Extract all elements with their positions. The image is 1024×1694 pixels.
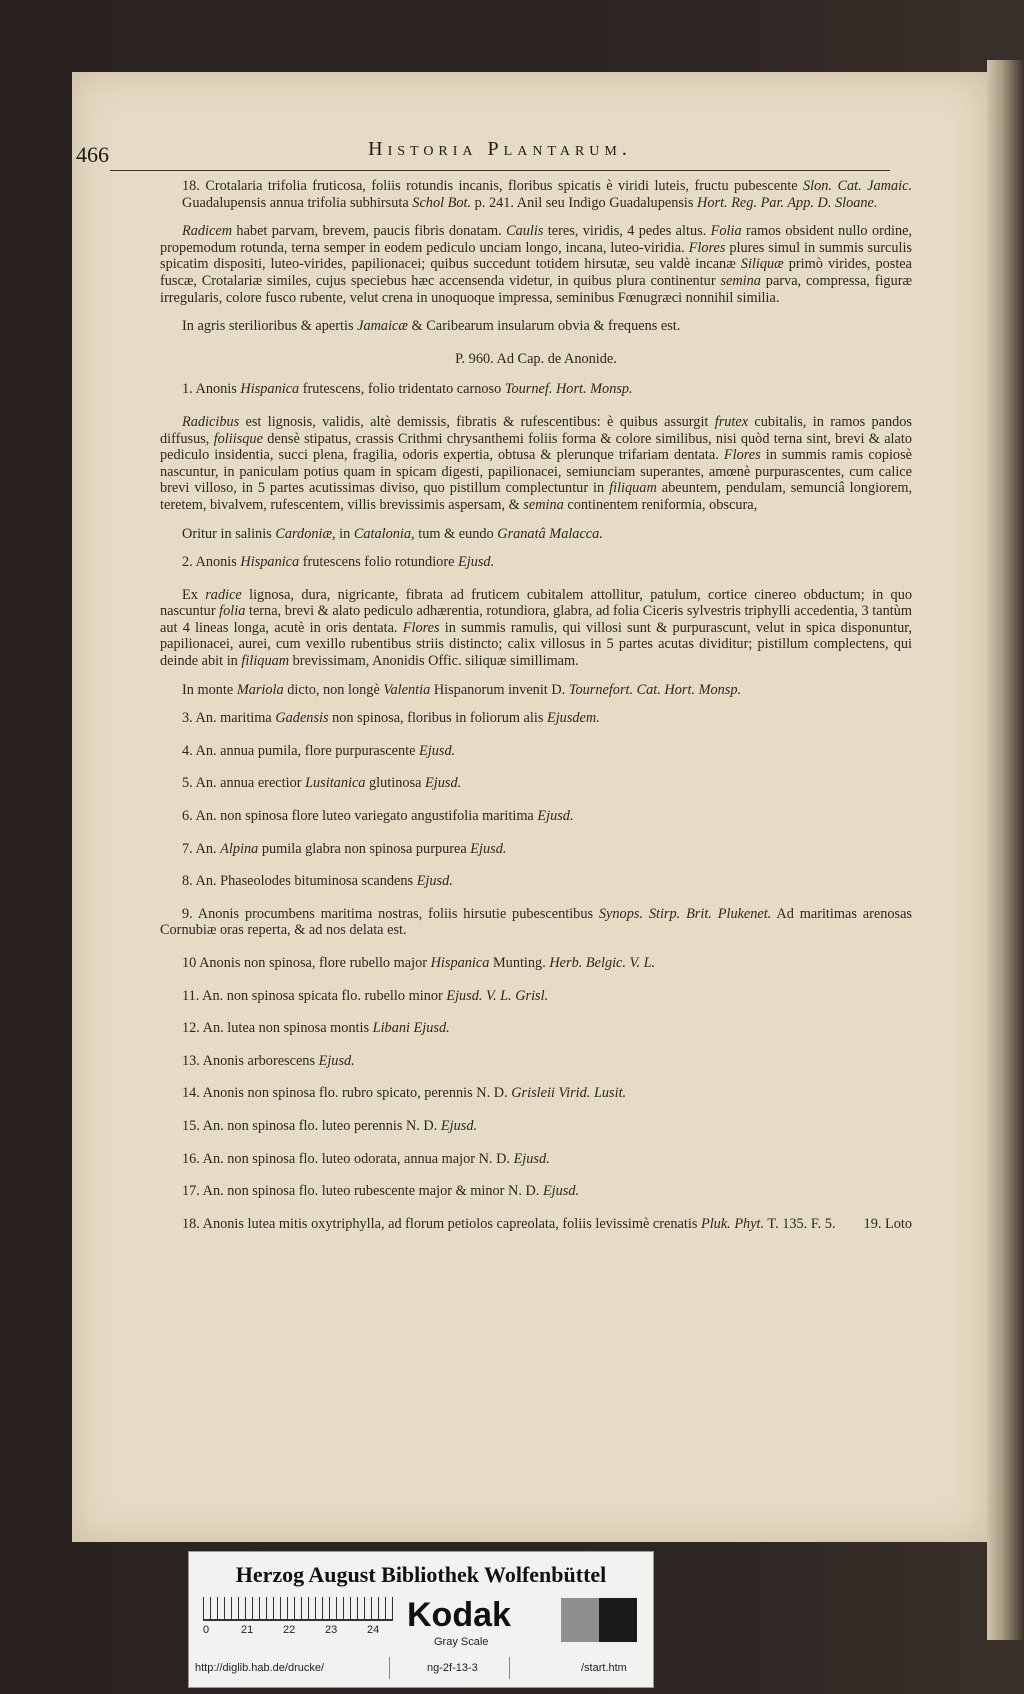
description-paragraph: Ex radice lignosa, dura, nigricante, fibrata ad fruticem cubitalem attollitur, patulum, cortice cinereo obductum; in quo nascuntur folia terna, brevi & alato pediculo adhærentia, rotundiora, glabra, ad folia Ciceris sylvestris triphylli accedentia, 3 tantùm aut 4 lineas longa, acutè in oris dentata. Flores in summis ramulis, qui villosi sunt & purpurascunt, velut in spica disponuntur, papilionacei, aurei, cum vexillo rubentibus striis distincto; calix villosus in 5 partes acutas dividitur; pistillum complectens, qui deinde abit in filiquam brevissimam, Anonidis Offic. siliquæ simillimam.: [160, 586, 912, 670]
anonis-entry-15: 15. An. non spinosa flo. luteo perennis N. D. Ejusd.: [182, 1117, 478, 1134]
section-heading: P. 960. Ad Cap. de Anonide.: [455, 350, 617, 367]
ruler-number: 24: [367, 1624, 380, 1636]
anonis-entry-10: 10 Anonis non spinosa, flore rubello major Hispanica Munting. Herb. Belgic. V. L.: [182, 955, 656, 971]
ruler-number: 21: [241, 1624, 254, 1636]
anonis-entry-11: 11. An. non spinosa spicata flo. rubello minor Ejusd. V. L. Grisl.: [182, 987, 549, 1004]
ruler-number: 23: [325, 1624, 338, 1636]
ruler-number: 0: [203, 1624, 210, 1636]
anonis-entry-18: 18. Anonis lutea mitis oxytriphylla, ad florum petiolos capreolata, foliis levissimè crenatis Pluk. Phyt. T. 135. F. 5. 19. Loto: [182, 1215, 912, 1232]
anonis-entry-16: 16. An. non spinosa flo. luteo odorata, annua major N. D. Ejusd.: [182, 1150, 550, 1167]
ruler-number: 22: [283, 1624, 296, 1636]
anonis-entry-3: 3. An. maritima Gadensis non spinosa, floribus in foliorum alis Ejusdem.: [182, 710, 600, 727]
anonis-entry-5: 5. An. annua erectior Lusitanica glutinosa Ejusd.: [182, 775, 462, 792]
divider: [389, 1657, 390, 1679]
source-url: http://diglib.hab.de/drucke/: [195, 1662, 325, 1674]
library-colophon-card: [188, 1551, 654, 1688]
kodak-logo: Kodak: [407, 1596, 511, 1634]
habitat-paragraph: In monte Mariola dicto, non longè Valentia Hispanorum invenit D. Tournefort. Cat. Hort. Monsp.: [182, 681, 742, 698]
habitat-paragraph: In agris sterilioribus & apertis Jamaicæ & Caribearum insularum obvia & frequens est.: [182, 318, 681, 335]
anonis-entry-12: 12. An. lutea non spinosa montis Libani Ejusd.: [182, 1020, 450, 1037]
description-paragraph: Radicem habet parvam, brevem, paucis fibris donatam. Caulis teres, viridis, 4 pedes altus. Folia ramos obsident nullo ordine, propemodum rotunda, terna semper in eodem pediculo unciam longo, incana, luteo-viridia. Flores plures simul in summis surculis spicatim dispositi, luteo-virides, papilionacei; quibus succedunt totidem hirsutæ, seu valdè incanæ Siliquæ primò virides, postea fuscæ, Crotalariæ similes, cujus speciebus hæc accensenda videtur, in quibus plura continentur semina parva, compressa, figuræ irregularis, colore fusco rubente, velut crena in unoquoque impressa, seminibus Fœnugræci nonnihil similia.: [160, 223, 913, 306]
measurement-ruler: [203, 1597, 393, 1621]
anonis-entry-4: 4. An. annua pumila, flore purpurascente Ejusd.: [182, 742, 456, 759]
description-paragraph: Radicibus est lignosis, validis, altè demissis, fibratis & rufescentibus: è quibus assurgit frutex cubitalis, in ramos pandos diffusus, foliisque densè stipatus, crassis Crithmi chrysanthemi foliis forma & colore similibus, nisi quòd terna sint, brevi & alato pediculo insidentia, succi plena, fragilia, odoris expertia, obtusa & plerunque trifariam dentata. Flores in summis ramis copiosè nascuntur, in paniculam potius quam in spicam digesti, papilionacei, semiunciam superantes, amœnè purpurascentes, cum calice brevi villoso, in 5 partes acutissimas diviso, quo pistillum complectuntur in filiquam abeuntem, pendulam, semunciâ longiorem, teretem, bivalvem, rufescentem, villis brevissimis aspersam, & semina continentem reniformia, obscura,: [160, 413, 913, 513]
anonis-entry-8: 8. An. Phaseolodes bituminosa scandens Ejusd.: [182, 873, 453, 890]
running-title: Historia Plantarum.: [368, 138, 632, 160]
anonis-entry-2: 2. Anonis Hispanica frutescens folio rotundiore Ejusd.: [182, 554, 495, 571]
anonis-entry-13: 13. Anonis arborescens Ejusd.: [182, 1052, 355, 1069]
book-spine-edge: [987, 60, 1024, 1640]
entry-18: 18. Crotalaria trifolia fruticosa, foliis rotundis incanis, floribus spicatis è viridi luteis, fructu pubescente Slon. Cat. Jamaic. Guadalupensis annua trifolia subhirsuta Schol Bot. p. 241. Anil seu Indigo Guadalupensis Hort. Reg. Par. App. D. Sloane.: [182, 178, 912, 211]
anonis-entry-7: 7. An. Alpina pumila glabra non spinosa purpurea Ejusd.: [182, 840, 507, 857]
anonis-entry-14: 14. Anonis non spinosa flo. rubro spicato, perennis N. D. Grisleii Virid. Lusit.: [182, 1085, 627, 1102]
anonis-entry-6: 6. An. non spinosa flore luteo variegato angustifolia maritima Ejusd.: [182, 808, 574, 825]
catchword: 19. Loto: [863, 1215, 912, 1232]
start-page-link: /start.htm: [581, 1662, 627, 1674]
divider: [509, 1657, 510, 1679]
gray-patch-dark: [599, 1598, 637, 1642]
shelfmark: ng-2f-13-3: [427, 1662, 478, 1674]
gray-scale-label: Gray Scale: [434, 1636, 489, 1648]
page-number: 466: [76, 142, 109, 167]
library-name: Herzog August Bibliothek Wolfenbüttel: [235, 1562, 607, 1587]
anonis-entry-17: 17. An. non spinosa flo. luteo rubescente major & minor N. D. Ejusd.: [182, 1183, 580, 1200]
gray-patch-mid: [561, 1598, 599, 1642]
anonis-entry-1: 1. Anonis Hispanica frutescens, folio tridentato carnoso Tournef. Hort. Monsp.: [182, 381, 633, 398]
anonis-entry-9: 9. Anonis procumbens maritima nostras, foliis hirsutie pubescentibus Synops. Stirp. Brit. Plukenet. Ad maritimas arenosas Cornubiæ oras reperta, & ad nos delata est.: [160, 905, 912, 939]
page-header: [110, 130, 890, 171]
page-text: [160, 178, 912, 1232]
habitat-paragraph: Oritur in salinis Cardoniæ, in Catalonia, tum & eundo Granatâ Malacca.: [182, 525, 603, 542]
